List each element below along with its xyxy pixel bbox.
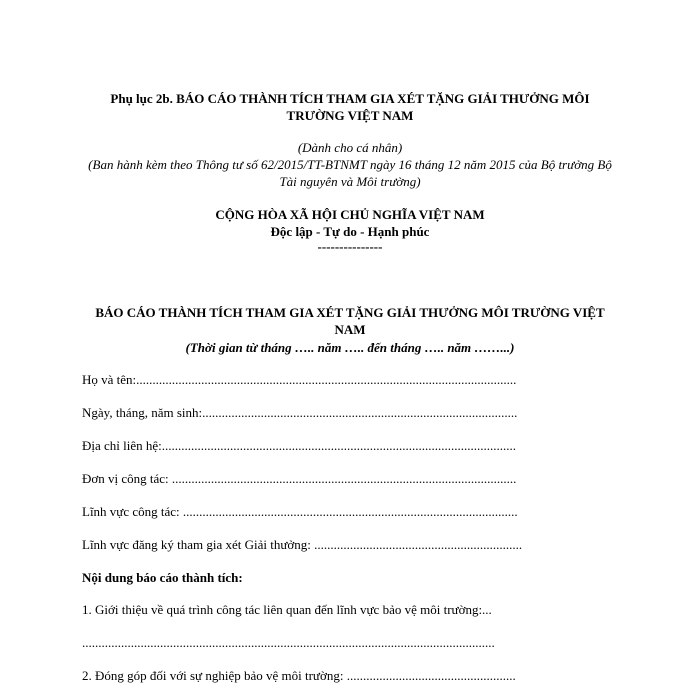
field-contact-address: Địa chỉ liên hệ:............................................................................................................. xyxy=(82,438,517,453)
content-heading: Nội dung báo cáo thành tích: xyxy=(82,570,243,585)
national-motto: Độc lập - Tự do - Hạnh phúc xyxy=(270,224,430,239)
field-full-name: Họ và tên:..................................................................................................................... xyxy=(82,372,517,387)
report-period: (Thời gian từ tháng ….. năm ….. đến tháng ….. năm ……...) xyxy=(185,340,515,355)
field-work-area: Lĩnh vực công tác: ....................................................................................................... xyxy=(82,504,518,519)
for-whom-note: (Dành cho cá nhân) xyxy=(297,140,403,155)
field-workplace: Đơn vị công tác: .......................................................................................................... xyxy=(82,471,517,486)
appendix-title: Phụ lục 2b. BÁO CÁO THÀNH TÍCH THAM GIA XÉT TẶNG GIẢI THƯỞNG MÔI TRƯỜNG VIỆT NAM xyxy=(110,91,590,123)
country-name: CỘNG HÒA XÃ HỘI CHỦ NGHĨA VIỆT NAM xyxy=(215,207,485,222)
section-2-contribution: 2. Đóng góp đối với sự nghiệp bảo vệ môi trường: .................................................... xyxy=(82,668,516,683)
header-divider: --------------- xyxy=(317,239,383,254)
report-title: BÁO CÁO THÀNH TÍCH THAM GIA XÉT TẶNG GIẢI THƯỞNG MÔI TRƯỜNG VIỆT NAM xyxy=(95,305,605,337)
section-1-intro: 1. Giới thiệu về quá trình công tác liên quan đến lĩnh vực bảo vệ môi trường:... xyxy=(82,602,492,617)
field-date-of-birth: Ngày, tháng, năm sinh:................................................................................................. xyxy=(82,405,518,420)
issued-by-note: (Ban hành kèm theo Thông tư số 62/2015/TT-BTNMT ngày 16 tháng 12 năm 2015 của Bộ trưởng Bộ Tài nguyên và Môi trường) xyxy=(88,157,612,189)
field-award-area: Lĩnh vực đăng ký tham gia xét Giải thưởng: ................................................................ xyxy=(82,537,523,552)
section-1-fill-line: ............................................................................................................................... xyxy=(82,635,495,650)
